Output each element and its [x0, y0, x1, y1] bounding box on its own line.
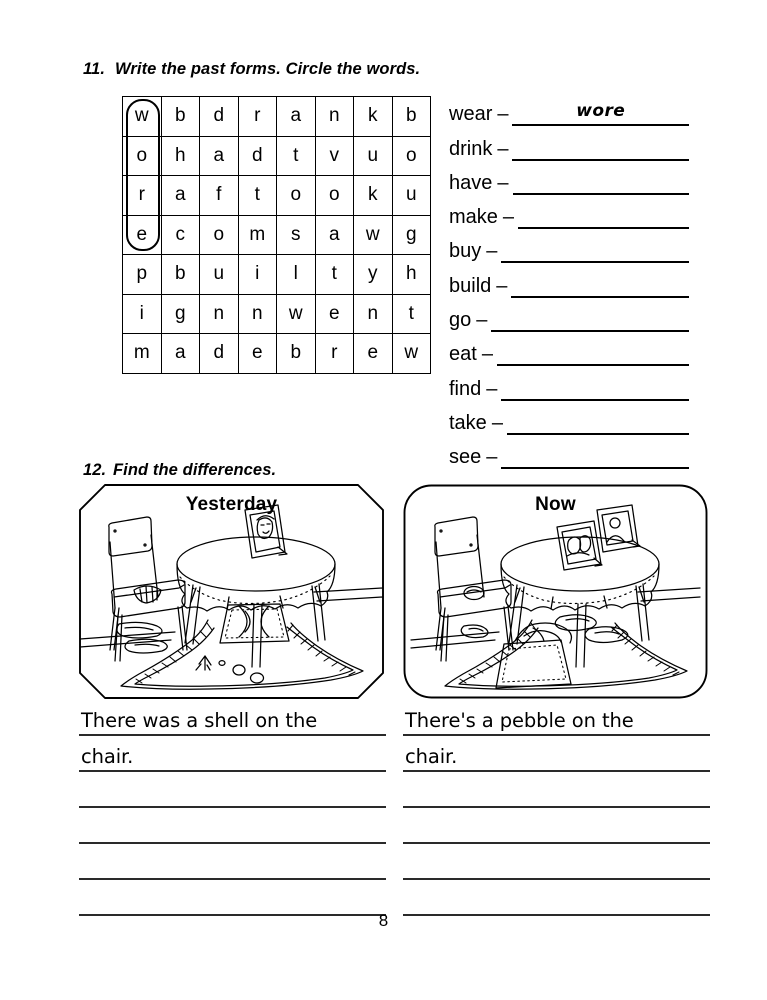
word-search-cell[interactable]: o — [123, 136, 162, 176]
word-search-cell[interactable]: w — [354, 215, 393, 255]
past-form-row — [449, 126, 689, 160]
answer-text: There was a shell on the — [81, 709, 318, 732]
word-search-cell[interactable]: y — [354, 255, 393, 295]
word-search-cell[interactable]: e — [315, 294, 354, 334]
past-form-answer-blank[interactable] — [518, 203, 689, 229]
past-form-answer-blank[interactable] — [507, 409, 689, 435]
word-search-cell[interactable]: o — [315, 176, 354, 216]
word-search-cell[interactable]: k — [354, 176, 393, 216]
word-search-cell[interactable]: s — [277, 215, 316, 255]
word-search-table[interactable] — [122, 96, 431, 374]
word-search-cell[interactable]: t — [238, 176, 277, 216]
word-search-cell[interactable]: d — [200, 97, 239, 137]
answer-line[interactable] — [79, 844, 386, 880]
answer-text: There's a pebble on the — [405, 709, 634, 732]
page-number: 8 — [378, 911, 389, 930]
word-search-cell[interactable]: v — [315, 136, 354, 176]
exercise-12-number: 12. — [83, 461, 107, 479]
past-form-answer-blank[interactable]: wore — [512, 100, 689, 126]
dash-separator: – — [497, 103, 509, 126]
past-form-row — [449, 332, 689, 366]
verb-label: see — [449, 446, 482, 469]
answer-line[interactable] — [403, 736, 710, 772]
word-search-cell[interactable]: w — [277, 294, 316, 334]
past-form-answer-blank[interactable] — [513, 169, 690, 195]
verb-label: build — [449, 274, 492, 297]
word-search-cell[interactable]: t — [277, 136, 316, 176]
word-search-cell[interactable]: w — [123, 97, 162, 137]
yesterday-scene-drawing — [79, 484, 384, 699]
verb-label: have — [449, 171, 493, 194]
exercise-11-number: 11. — [83, 60, 106, 78]
dash-separator: – — [486, 446, 498, 469]
answer-line[interactable] — [79, 772, 386, 808]
answer-text: chair. — [405, 745, 458, 768]
word-search-cell[interactable]: n — [238, 294, 277, 334]
past-forms-list — [449, 92, 689, 469]
word-search-cell[interactable]: b — [392, 97, 431, 137]
word-search-cell[interactable]: g — [161, 294, 200, 334]
answer-lines-now[interactable] — [403, 700, 710, 916]
past-form-row — [449, 435, 689, 469]
dash-separator: – — [497, 137, 509, 160]
word-search-cell[interactable]: g — [392, 215, 431, 255]
word-search-row — [123, 255, 431, 295]
word-search-cell[interactable]: u — [200, 255, 239, 295]
word-search-row — [123, 294, 431, 334]
word-search-cell[interactable]: i — [238, 255, 277, 295]
word-search-cell[interactable]: r — [123, 176, 162, 216]
word-search-cell[interactable]: h — [392, 255, 431, 295]
word-search-cell[interactable]: i — [123, 294, 162, 334]
answer-line[interactable] — [403, 772, 710, 808]
word-search-cell[interactable]: e — [123, 215, 162, 255]
word-search-cell[interactable]: a — [161, 334, 200, 374]
dash-separator: – — [502, 206, 515, 229]
word-search-cell[interactable]: t — [315, 255, 354, 295]
word-search-cell[interactable]: u — [354, 136, 393, 176]
word-search-cell[interactable]: b — [161, 97, 200, 137]
word-search-cell[interactable]: t — [392, 294, 431, 334]
word-search-cell[interactable]: a — [315, 215, 354, 255]
now-scene-drawing — [403, 484, 708, 699]
verb-label: buy — [449, 240, 482, 263]
word-search-cell[interactable]: r — [315, 334, 354, 374]
past-form-row — [449, 401, 689, 435]
verb-label: make — [449, 206, 498, 229]
verb-label: eat — [449, 343, 477, 366]
word-search-cell[interactable]: o — [392, 136, 431, 176]
dash-separator: – — [496, 274, 508, 297]
word-search-cell[interactable]: o — [200, 215, 239, 255]
dash-separator: – — [481, 343, 493, 366]
word-search-cell[interactable]: a — [200, 136, 239, 176]
word-search-cell[interactable]: n — [315, 97, 354, 137]
word-search-row — [123, 215, 431, 255]
answer-line[interactable] — [79, 808, 386, 844]
word-search-cell[interactable]: p — [123, 255, 162, 295]
word-search-cell[interactable]: a — [277, 97, 316, 137]
past-form-row — [449, 195, 689, 229]
dash-separator: – — [476, 309, 488, 332]
word-search-row — [123, 334, 431, 374]
dash-separator: – — [497, 171, 509, 194]
verb-label: go — [449, 309, 472, 332]
answer-line[interactable] — [79, 736, 386, 772]
word-search-cell[interactable]: u — [392, 176, 431, 216]
word-search-cell[interactable]: c — [161, 215, 200, 255]
word-search-cell[interactable]: l — [277, 255, 316, 295]
answer-line[interactable] — [403, 808, 710, 844]
panel-title-now: Now — [535, 494, 576, 515]
exercise-11-instruction: Write the past forms. Circle the words. — [115, 60, 421, 78]
answer-lines-yesterday[interactable] — [79, 700, 386, 916]
picture-panel-yesterday — [79, 484, 384, 699]
past-form-answer-blank[interactable] — [491, 306, 689, 332]
word-search-cell[interactable]: m — [238, 215, 277, 255]
exercise-12-instruction: Find the differences. — [113, 461, 277, 479]
dash-separator: – — [486, 240, 498, 263]
word-search-cell[interactable]: b — [277, 334, 316, 374]
verb-label: find — [449, 377, 482, 400]
word-search-cell[interactable]: o — [277, 176, 316, 216]
past-form-row — [449, 366, 689, 400]
verb-label: drink — [449, 137, 493, 160]
word-search-cell[interactable]: n — [354, 294, 393, 334]
past-form-answer-blank[interactable] — [501, 375, 689, 401]
past-form-row — [449, 229, 689, 263]
past-form-row — [449, 263, 689, 297]
word-search-cell[interactable]: r — [238, 97, 277, 137]
verb-label: wear — [449, 103, 493, 126]
word-search-row — [123, 97, 431, 137]
past-form-answer-blank[interactable] — [511, 272, 689, 298]
dash-separator: – — [491, 411, 503, 434]
past-form-answer-blank[interactable] — [512, 135, 689, 161]
word-search-cell[interactable]: w — [392, 334, 431, 374]
word-search-cell[interactable]: f — [200, 176, 239, 216]
past-form-row — [449, 92, 689, 126]
word-search-cell[interactable]: h — [161, 136, 200, 176]
past-form-answer-blank[interactable] — [497, 340, 689, 366]
word-search-row — [123, 136, 431, 176]
word-search-cell[interactable]: m — [123, 334, 162, 374]
word-search-cell[interactable]: k — [354, 97, 393, 137]
dash-separator: – — [486, 377, 498, 400]
exercise-11-heading — [83, 60, 420, 79]
past-form-answer-blank[interactable] — [501, 443, 689, 469]
word-search-row — [123, 176, 431, 216]
answer-line[interactable] — [403, 700, 710, 736]
answer-line[interactable] — [403, 844, 710, 880]
word-search-cell[interactable]: n — [200, 294, 239, 334]
word-search-cell[interactable]: a — [161, 176, 200, 216]
word-search-cell[interactable]: d — [200, 334, 239, 374]
past-form-row — [449, 161, 689, 195]
word-search-cell[interactable]: d — [238, 136, 277, 176]
word-search-cell[interactable]: b — [161, 255, 200, 295]
word-search-cell[interactable]: e — [238, 334, 277, 374]
exercise-12-heading — [83, 461, 276, 480]
answer-text: chair. — [81, 745, 134, 768]
picture-panel-now — [403, 484, 708, 699]
past-form-row — [449, 298, 689, 332]
word-search-cell[interactable]: e — [354, 334, 393, 374]
word-search-grid[interactable] — [122, 96, 431, 374]
verb-label: take — [449, 411, 487, 434]
answer-line[interactable] — [79, 700, 386, 736]
panel-title-yesterday: Yesterday — [185, 494, 278, 515]
past-form-answer-blank[interactable] — [501, 237, 689, 263]
